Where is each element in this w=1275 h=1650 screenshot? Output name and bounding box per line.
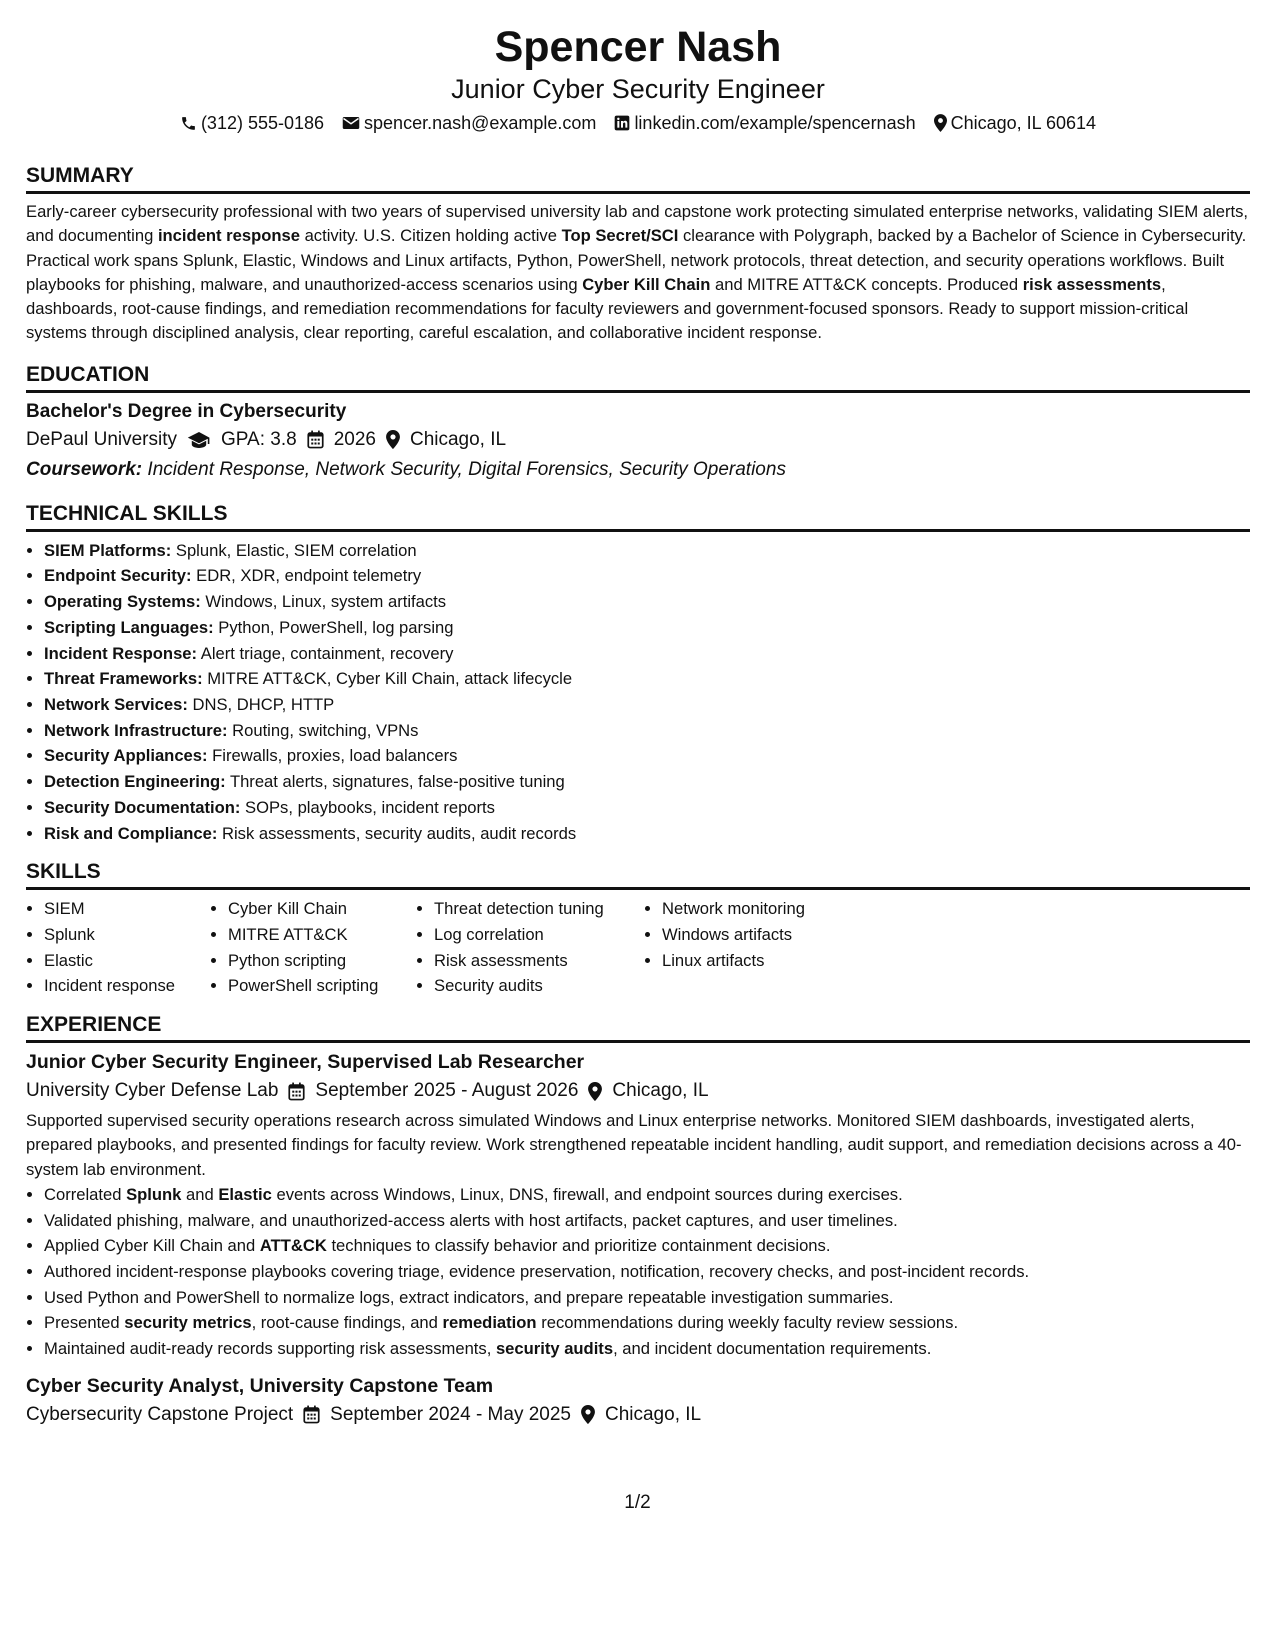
skill-details: Routing, switching, VPNs bbox=[232, 720, 419, 740]
skill-item: • PowerShell scripting bbox=[228, 973, 416, 999]
skill-category: Endpoint Security: bbox=[44, 566, 192, 586]
skill-category: Security Documentation: bbox=[44, 797, 241, 817]
skills-section bbox=[26, 860, 1250, 999]
skill-item: • Threat detection tuning bbox=[434, 896, 644, 922]
bold-text: Cyber Kill Chain bbox=[582, 274, 711, 294]
skills-columns bbox=[26, 896, 1250, 999]
coursework-list: Incident Response, Network Security, Digital Forensics, Security Operations bbox=[147, 458, 786, 480]
bold-text: risk assessments bbox=[1022, 274, 1162, 294]
skill-item: • MITRE ATT&CK bbox=[228, 922, 416, 948]
skill-details: MITRE ATT&CK, Cyber Kill Chain, attack lifecycle bbox=[207, 669, 573, 689]
text-run: Applied Cyber Kill Chain and bbox=[44, 1236, 260, 1256]
map-pin-icon bbox=[581, 1405, 595, 1424]
skill-item: • Elastic bbox=[44, 948, 210, 974]
skill-category: Network Infrastructure: bbox=[44, 720, 228, 740]
page-number: 1/2 bbox=[624, 1492, 651, 1513]
job-bullet bbox=[44, 1182, 1250, 1208]
skill-details: Windows, Linux, system artifacts bbox=[205, 592, 447, 612]
skill-details: Python, PowerShell, log parsing bbox=[218, 617, 454, 637]
text-run: Early-career cybersecurity professional with two years of supervised university lab and capstone work protecting simulated enterprise networks, validating SIEM alerts, and documenting bbox=[26, 202, 1249, 246]
text-run: techniques to classify behavior and prioritize containment decisions. bbox=[326, 1236, 831, 1256]
text-run: Presented bbox=[44, 1313, 125, 1333]
year-group bbox=[307, 425, 376, 455]
job-meta bbox=[26, 1400, 1250, 1430]
text-run: activity. U.S. Citizen holding active bbox=[299, 226, 562, 246]
job-bullet bbox=[44, 1208, 1250, 1234]
technical-skills-section bbox=[26, 502, 1250, 846]
technical-skill-item bbox=[44, 795, 1250, 821]
job-bullet bbox=[44, 1285, 1250, 1311]
technical-skill-item bbox=[44, 743, 1250, 769]
skill-category: Security Appliances: bbox=[44, 746, 208, 766]
contact-location bbox=[934, 112, 1096, 134]
skill-item: • Log correlation bbox=[434, 922, 644, 948]
skill-item: • Windows artifacts bbox=[662, 922, 864, 948]
job-organization: University Cyber Defense Lab bbox=[26, 1080, 279, 1102]
text-run: , root-cause findings, and bbox=[251, 1313, 443, 1333]
coursework-line bbox=[26, 455, 1250, 484]
text-run: Authored incident-response playbooks covering triage, evidence preservation, notification, recovery checks, and post-incident records. bbox=[44, 1262, 1030, 1282]
education-meta bbox=[26, 425, 1250, 455]
skill-item: • Risk assessments bbox=[434, 948, 644, 974]
technical-skills-list bbox=[26, 538, 1250, 846]
bold-text: remediation bbox=[442, 1313, 537, 1333]
skills-column-list bbox=[210, 896, 416, 999]
bold-text: security metrics bbox=[124, 1313, 252, 1333]
skills-column bbox=[416, 896, 644, 999]
skills-column bbox=[26, 896, 210, 999]
text-run: Used Python and PowerShell to normalize logs, extract indicators, and prepare repeatable investigation summaries. bbox=[44, 1287, 894, 1307]
text-run: and MITRE ATT&CK concepts. Produced bbox=[710, 274, 1023, 294]
technical-skill-item bbox=[44, 821, 1250, 847]
technical-skill-item bbox=[44, 563, 1250, 589]
skill-item: • Splunk bbox=[44, 922, 210, 948]
education-heading: EDUCATION bbox=[26, 363, 1250, 393]
bold-text: Splunk bbox=[126, 1184, 182, 1204]
edu-location-group bbox=[386, 425, 506, 455]
degree-name: Bachelor's Degree in Cybersecurity bbox=[26, 400, 347, 422]
skill-category: Risk and Compliance: bbox=[44, 823, 218, 843]
job-bullet-list bbox=[26, 1182, 1250, 1362]
job-bullet bbox=[44, 1310, 1250, 1336]
bold-text: incident response bbox=[157, 226, 300, 246]
technical-skill-item bbox=[44, 718, 1250, 744]
skill-category: Operating Systems: bbox=[44, 592, 201, 612]
bold-text: Top Secret/SCI bbox=[561, 226, 679, 246]
job-bullet bbox=[44, 1259, 1250, 1285]
location-text: Chicago, IL 60614 bbox=[950, 113, 1097, 133]
job-entry bbox=[26, 1373, 1250, 1430]
graduation-year: 2026 bbox=[333, 428, 376, 450]
resume-page bbox=[26, 20, 1250, 1430]
calendar-icon bbox=[303, 1405, 320, 1424]
phone-icon bbox=[180, 115, 197, 132]
linkedin-icon bbox=[614, 115, 630, 131]
contact-linkedin[interactable] bbox=[614, 112, 915, 134]
map-pin-icon bbox=[588, 1082, 602, 1101]
map-pin-icon bbox=[934, 114, 947, 132]
gpa-group bbox=[187, 425, 297, 455]
skill-item: • SIEM bbox=[44, 896, 210, 922]
linkedin-text[interactable]: linkedin.com/example/spencernash bbox=[634, 113, 916, 133]
skill-item: • Security audits bbox=[434, 973, 644, 999]
job-organization: Cybersecurity Capstone Project bbox=[26, 1403, 294, 1425]
calendar-icon bbox=[288, 1082, 305, 1101]
skill-details: Firewalls, proxies, load balancers bbox=[212, 746, 458, 766]
text-run: , dashboards, root-cause findings, and remediation recommendations for faculty reviewers and government-focused sponsors. Ready to support mission-critical systems through disciplined analysis, clear reporting, careful escalation, and collaborative incident response. bbox=[26, 274, 1189, 343]
job-entry bbox=[26, 1049, 1250, 1362]
contact-bar bbox=[26, 112, 1250, 134]
summary-text bbox=[26, 200, 1250, 346]
job-bullet bbox=[44, 1336, 1250, 1362]
text-run: Maintained audit-ready records supporting risk assessments, bbox=[44, 1339, 496, 1359]
email-text[interactable]: spencer.nash@example.com bbox=[364, 113, 597, 133]
technical-skill-item bbox=[44, 692, 1250, 718]
job-title: Cyber Security Analyst, University Capstone Team bbox=[26, 1374, 494, 1397]
text-run: Validated phishing, malware, and unauthorized-access alerts with host artifacts, packet captures, and user timelines. bbox=[44, 1210, 898, 1230]
experience-heading: EXPERIENCE bbox=[26, 1013, 1250, 1043]
coursework-label: Coursework: bbox=[26, 458, 143, 480]
education-section bbox=[26, 363, 1250, 484]
skill-category: Scripting Languages: bbox=[44, 617, 214, 637]
skill-item: • Incident response bbox=[44, 973, 210, 999]
job-description: Supported supervised security operations research across simulated Windows and Linux enterprise networks. Monitored SIEM dashboards, investigated alerts, prepared playbooks, and presented findings for faculty review. Work strengthened repeatable incident handling, audit support, and remediation decisions across a 40-system lab environment. bbox=[26, 1111, 1242, 1179]
job-bullet bbox=[44, 1233, 1250, 1259]
contact-phone bbox=[180, 112, 324, 134]
skills-heading: SKILLS bbox=[26, 860, 1250, 890]
contact-email[interactable] bbox=[342, 112, 596, 134]
graduation-cap-icon bbox=[187, 431, 211, 449]
skills-column-list bbox=[26, 896, 210, 999]
skill-item: • Python scripting bbox=[228, 948, 416, 974]
phone-text: (312) 555-0186 bbox=[200, 113, 325, 133]
summary-section bbox=[26, 164, 1250, 346]
candidate-name: Spencer Nash bbox=[494, 23, 782, 71]
skills-column-list bbox=[644, 896, 864, 973]
skill-category: Detection Engineering: bbox=[44, 772, 226, 792]
job-location-group bbox=[588, 1076, 708, 1106]
envelope-icon bbox=[342, 115, 360, 131]
experience-section bbox=[26, 1013, 1250, 1430]
summary-heading: SUMMARY bbox=[26, 164, 1250, 194]
text-run: clearance with Polygraph, backed by a Bachelor of Science in Cybersecurity. Practical work spans Splunk, Elastic, Windows and Linux artifacts, Python, PowerShell, network protocols, threat detection, and security operations workflows. Built playbooks for phishing, malware, and unauthorized-access scenarios using bbox=[26, 226, 1247, 294]
skills-column bbox=[210, 896, 416, 999]
skill-details: SOPs, playbooks, incident reports bbox=[245, 797, 495, 817]
skill-category: Network Services: bbox=[44, 695, 188, 714]
candidate-title: Junior Cyber Security Engineer bbox=[451, 74, 825, 104]
job-location: Chicago, IL bbox=[604, 1403, 702, 1425]
text-run: recommendations during weekly faculty review sessions. bbox=[536, 1313, 959, 1333]
technical-skill-item bbox=[44, 641, 1250, 667]
experience-jobs bbox=[26, 1049, 1250, 1430]
job-title: Junior Cyber Security Engineer, Supervised Lab Researcher bbox=[26, 1051, 585, 1074]
technical-skill-item bbox=[44, 615, 1250, 641]
skill-item: • Cyber Kill Chain bbox=[228, 896, 416, 922]
technical-skills-heading: TECHNICAL SKILLS bbox=[26, 502, 1250, 532]
calendar-icon bbox=[307, 430, 324, 449]
job-meta bbox=[26, 1076, 1250, 1106]
job-location: Chicago, IL bbox=[612, 1080, 709, 1102]
technical-skill-item bbox=[44, 538, 1250, 564]
skill-category: Threat Frameworks: bbox=[44, 669, 203, 689]
skill-details: EDR, XDR, endpoint telemetry bbox=[196, 566, 422, 586]
skill-details: Alert triage, containment, recovery bbox=[200, 643, 454, 663]
job-dates-group bbox=[288, 1076, 578, 1106]
skills-column-list bbox=[416, 896, 644, 999]
text-run: , and incident documentation requirements. bbox=[613, 1339, 932, 1359]
job-dates: September 2025 - August 2026 bbox=[315, 1080, 579, 1102]
map-pin-icon bbox=[386, 430, 400, 449]
bold-text: security audits bbox=[495, 1339, 614, 1359]
text-run: events across Windows, Linux, DNS, firewall, and endpoint sources during exercises. bbox=[271, 1184, 903, 1204]
skill-details: Threat alerts, signatures, false-positive tuning bbox=[229, 772, 565, 792]
school-name: DePaul University bbox=[26, 428, 177, 450]
bold-text: Elastic bbox=[218, 1184, 272, 1204]
technical-skill-item bbox=[44, 589, 1250, 615]
text-run: Correlated bbox=[44, 1184, 127, 1204]
skill-details: Splunk, Elastic, SIEM correlation bbox=[175, 540, 417, 560]
skill-details: Risk assessments, security audits, audit records bbox=[221, 823, 577, 843]
text-run: and bbox=[181, 1184, 219, 1204]
job-location-group bbox=[581, 1400, 701, 1430]
education-location: Chicago, IL bbox=[409, 428, 507, 450]
gpa-text: GPA: 3.8 bbox=[221, 428, 297, 450]
technical-skill-item bbox=[44, 666, 1250, 692]
skill-item: • Linux artifacts bbox=[662, 948, 864, 974]
bold-text: ATT&CK bbox=[259, 1236, 327, 1256]
skill-item: • Network monitoring bbox=[662, 896, 864, 922]
skill-details: DNS, DHCP, HTTP bbox=[192, 695, 335, 714]
skills-column bbox=[644, 896, 864, 999]
job-dates: September 2024 - May 2025 bbox=[330, 1403, 571, 1425]
job-dates-group bbox=[303, 1400, 571, 1430]
skill-category: SIEM Platforms: bbox=[44, 540, 172, 560]
skill-category: Incident Response: bbox=[44, 643, 198, 663]
technical-skill-item bbox=[44, 769, 1250, 795]
